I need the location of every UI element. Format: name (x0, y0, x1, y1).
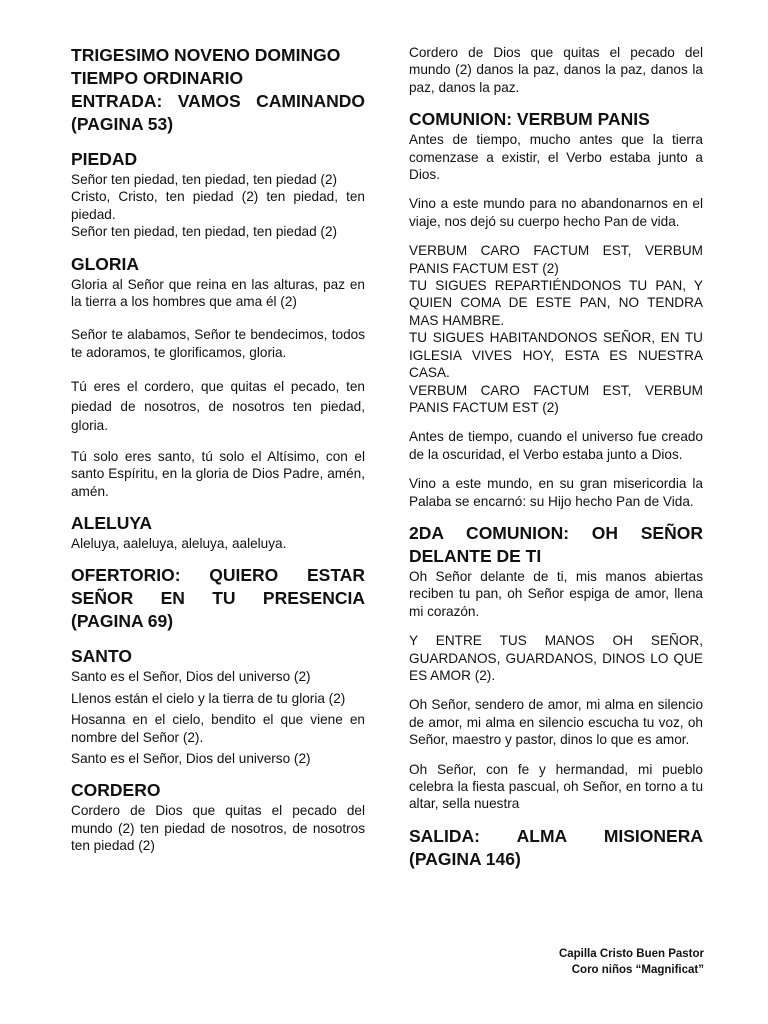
comunion-heading: COMUNION: VERBUM PANIS (409, 109, 650, 130)
santo-line: Llenos están el cielo y la tierra de tu gloria (2) (71, 690, 346, 706)
footer-chapel-name: Capilla Cristo Buen Pastor (558, 948, 704, 960)
comunion-paragraph: Vino a este mundo, en su gran misericordia la Palaba se encarnó: su Hijo hecho Pan de Vida. (409, 476, 703, 509)
entrada-heading: ENTRADA: VAMOS CAMINANDO (PAGINA 53) (71, 91, 365, 134)
right-column (409, 44, 703, 871)
footer-choir-name: Coro niños “Magnificat” (571, 964, 704, 976)
piedad-heading: PIEDAD (71, 149, 138, 169)
comunion2-paragraph: Oh Señor delante de ti, mis manos abiertas reciben tu pan, oh Señor espiga de amor, llena mi corazón. (409, 568, 703, 619)
gloria-paragraph: Gloria al Señor que reina en las alturas, paz en la tierra a los hombres que ama él (2) (71, 276, 365, 310)
santo-line: Hosanna en el cielo, bendito el que viene en nombre del Señor (2). (71, 712, 365, 745)
aleluya-heading: ALELUYA (71, 512, 153, 533)
gloria-paragraph: Tú eres el cordero, que quitas el pecado, ten piedad de nosotros, de nosotros ten piedad, gloria. (71, 379, 365, 434)
comunion-chorus-line: VERBUM CARO FACTUM EST, VERBUM PANIS FACTUM EST (2) (409, 243, 703, 276)
left-column (71, 44, 365, 855)
footer-credits (559, 946, 704, 978)
comunion-chorus-line: VERBUM CARO FACTUM EST, VERBUM PANIS FACTUM EST (2) (409, 382, 703, 415)
gloria-paragraph: Señor te alabamos, Señor te bendecimos, todos te adoramos, te glorificamos, gloria. (71, 327, 365, 360)
gloria-paragraph: Tú solo eres santo, tú solo el Altísimo, con el santo Espíritu, en la gloria de Dios Padre, amén, amén. (71, 448, 365, 499)
piedad-line: Señor ten piedad, ten piedad, ten piedad (2) (71, 224, 338, 240)
comunion-chorus-line: TU SIGUES REPARTIÉNDONOS TU PAN, Y QUIEN COMA DE ESTE PAN, NO TENDRA MAS HAMBRE. (409, 278, 703, 328)
comunion-paragraph: Antes de tiempo, mucho antes que la tierra comenzase a existir, el Verbo estaba junto a Dios. (409, 132, 703, 183)
salida-heading: SALIDA: ALMA MISIONERA (PAGINA 146) (409, 825, 703, 869)
santo-line: Santo es el Señor, Dios del universo (2) (71, 669, 311, 685)
comunion2-paragraph: Oh Señor, con fe y hermandad, mi pueblo celebra la fiesta pascual, oh Señor, en torno a tu altar, sella nuestra (409, 761, 703, 812)
aleluya-text: Aleluya, aaleluya, aleluya, aaleluya. (71, 535, 287, 551)
cordero-continuation: Cordero de Dios que quitas el pecado del mundo (2) danos la paz, danos la paz, danos la paz, danos la paz. (409, 45, 703, 95)
ofertorio-heading: OFERTORIO: QUIERO ESTAR SEÑOR EN TU PRESENCIA (PAGINA 69) (71, 565, 365, 632)
comunion2-heading-line2: DELANTE DE TI (409, 545, 542, 566)
comunion2-chorus: Y ENTRE TUS MANOS OH SEÑOR, GUARDANOS, GUARDANOS, DINOS LO QUE ES AMOR (2). (409, 633, 703, 683)
cordero-text: Cordero de Dios que quitas el pecado del mundo (2) ten piedad de nosotros, de nosotros ten piedad (2) (71, 803, 365, 854)
comunion2-paragraph: Oh Señor, sendero de amor, mi alma en silencio de amor, mi alma en silencio escucha tu voz, oh Señor, maestro y pastor, dinos lo que es amor. (409, 697, 703, 748)
comunion-paragraph: Vino a este mundo para no abandonarnos en el viaje, nos dejó su cuerpo hecho Pan de vida. (409, 196, 703, 229)
document-title-line1: TRIGESIMO NOVENO DOMINGO (71, 45, 341, 65)
cordero-heading: CORDERO (71, 780, 161, 801)
santo-line: Santo es el Señor, Dios del universo (2) (71, 751, 311, 766)
comunion-paragraph: Antes de tiempo, cuando el universo fue creado de la oscuridad, el Verbo estaba junto a Dios. (409, 429, 703, 462)
comunion-chorus-line: TU SIGUES HABITANDONOS SEÑOR, EN TU IGLESIA VIVES HOY, ESTA ES NUESTRA CASA. (409, 330, 703, 381)
document-title-line2: TIEMPO ORDINARIO (71, 68, 244, 88)
comunion2-heading-line1: 2DA COMUNION: OH SEÑOR (409, 522, 703, 543)
piedad-line: Señor ten piedad, ten piedad, ten piedad (2) (71, 172, 338, 187)
gloria-heading: GLORIA (71, 253, 140, 274)
santo-heading: SANTO (71, 646, 132, 667)
piedad-line: Cristo, Cristo, ten piedad (2) ten piedad, ten piedad. (71, 189, 365, 222)
